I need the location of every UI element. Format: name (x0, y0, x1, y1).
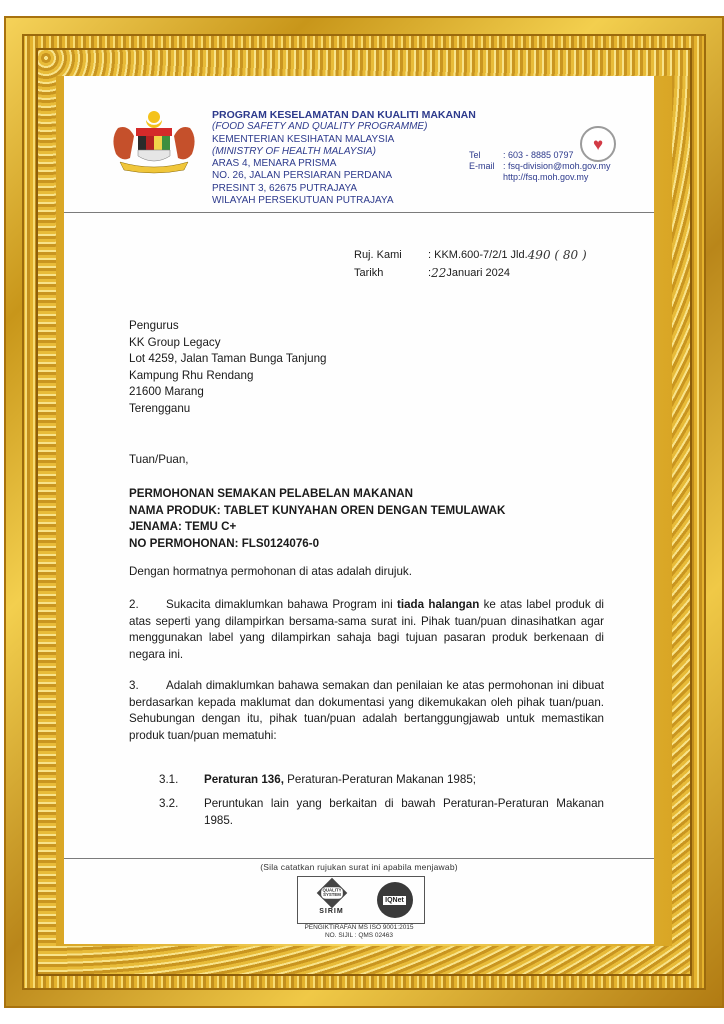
address-line: PRESINT 3, 62675 PUTRAJAYA (212, 182, 358, 194)
date-day-handwritten: 22 (431, 266, 447, 280)
sirim-label: SIRIM (319, 908, 344, 915)
tel-label: Tel (469, 150, 481, 160)
footer-divider (64, 858, 654, 859)
iqnet-icon (377, 882, 413, 918)
recipient-line: Terengganu (129, 401, 191, 415)
heart-seal-icon: ♥ (580, 126, 616, 162)
recipient-line: 21600 Marang (129, 385, 204, 398)
ref-label: Ruj. Kami (354, 249, 402, 261)
org-name-en: (FOOD SAFETY AND QUALITY PROGRAMME) (212, 121, 428, 133)
address-line: NO. 26, JALAN PERSIARAN PERDANA (212, 170, 393, 182)
subject-line: PERMOHONAN SEMAKAN PELABELAN MAKANAN (129, 487, 414, 500)
footer-note: (Sila catatkan rujukan surat ini apabila menjawab) (260, 862, 458, 872)
ministry-name-en: (MINISTRY OF HEALTH MALAYSIA) (212, 145, 376, 157)
list-item-text: Peraturan-Peraturan Makanan 1985; (283, 773, 476, 786)
letterhead-text (212, 109, 476, 207)
tel-value: : 603 - 8885 0797 (503, 150, 574, 160)
qs-label: QUALITY SYSTEM (322, 888, 341, 898)
paragraph-bold: tiada halangan (397, 598, 480, 611)
ministry-name: KEMENTERIAN KESIHATAN MALAYSIA (212, 133, 395, 145)
cert-line: NO. SIJIL : QMS 02463 (324, 932, 394, 939)
paragraph-text: Sukacita dimaklumkan bahawa Program ini (166, 598, 398, 611)
subject-line: NAMA PRODUK: TABLET KUNYAHAN OREN DENGAN TEMULAWAK (129, 503, 506, 517)
date-rest: Januari 2024 (446, 267, 510, 279)
org-name: PROGRAM KESELAMATAN DAN KUALITI MAKANAN (212, 109, 476, 121)
paragraph-text: Adalah dimaklumkan bahawa semakan dan penilaian ke atas permohonan ini dibuat berdasarkan kepada maklumat dan dokumentasi yang dikemukakan oleh pihak tuan/puan. Sehubungan dengan itu, pihak tuan/puan adalah bertanggungjawab untuk memastikan produk tuan/puan mematuhi: (129, 679, 604, 742)
certification-text (64, 924, 654, 940)
list-item-bold: Peraturan 136, (204, 773, 284, 786)
paragraph-3 (129, 678, 604, 744)
ref-value: : KKM.600-7/2/1 Jld. (428, 249, 528, 261)
sirim-quality-system-icon (310, 880, 354, 920)
paragraph-1: Dengan hormatnya permohonan di atas adalah dirujuk. (129, 565, 412, 578)
recipient-line: Pengurus (129, 319, 179, 332)
subject-block (129, 486, 604, 552)
malaysia-coat-of-arms-icon (108, 108, 200, 174)
certification-logos (297, 876, 425, 924)
reference-block (354, 246, 587, 282)
subject-line: JENAMA: TEMU C+ (129, 520, 237, 533)
header-divider (64, 212, 654, 213)
recipient-line: Kampung Rhu Rendang (129, 368, 254, 382)
paragraph-number: 2. (129, 598, 139, 611)
list-item-number: 3.2. (159, 797, 179, 810)
letter-document (64, 76, 654, 944)
list-item-number: 3.1. (159, 773, 179, 786)
email-value: : fsq-division@moh.gov.my (503, 161, 611, 171)
salutation: Tuan/Puan, (129, 453, 189, 466)
subject-line: NO PERMOHONAN: FLS0124076-0 (129, 536, 320, 550)
list-item (159, 772, 604, 789)
address-line: ARAS 4, MENARA PRISMA (212, 158, 337, 170)
iqnet-label: IQNet (385, 896, 404, 904)
website-link[interactable]: http://fsq.moh.gov.my (503, 172, 589, 182)
list-item-text: Peruntukan lain yang berkaitan di bawah Peraturan-Peraturan Makanan 1985. (204, 797, 604, 827)
paragraph-number: 3. (129, 679, 139, 692)
recipient-line: KK Group Legacy (129, 335, 221, 349)
recipient-address (129, 318, 604, 417)
paragraph-2 (129, 597, 604, 663)
list-item (159, 796, 604, 829)
contact-block (469, 150, 611, 183)
ref-handwritten: 490 ( 80 ) (527, 248, 587, 262)
date-label: Tarikh (354, 267, 384, 279)
recipient-line: Lot 4259, Jalan Taman Bunga Tanjung (129, 352, 327, 365)
paragraph-text: ke atas label produk di atas seperti yang dilampirkan bersama-sama surat ini. Pihak tuan/puan dinasihatkan agar menggunakan label yang dilampirkan sahaja bagi tujuan pasaran produk berkenaan di negara ini. (129, 598, 604, 661)
address-line: WILAYAH PERSEKUTUAN PUTRAJAYA (212, 195, 394, 207)
date-prefix: : (428, 267, 432, 279)
email-label: E-mail (469, 161, 495, 171)
cert-line: PENGIKTIRAFAN MS ISO 9001:2015 (304, 924, 414, 931)
